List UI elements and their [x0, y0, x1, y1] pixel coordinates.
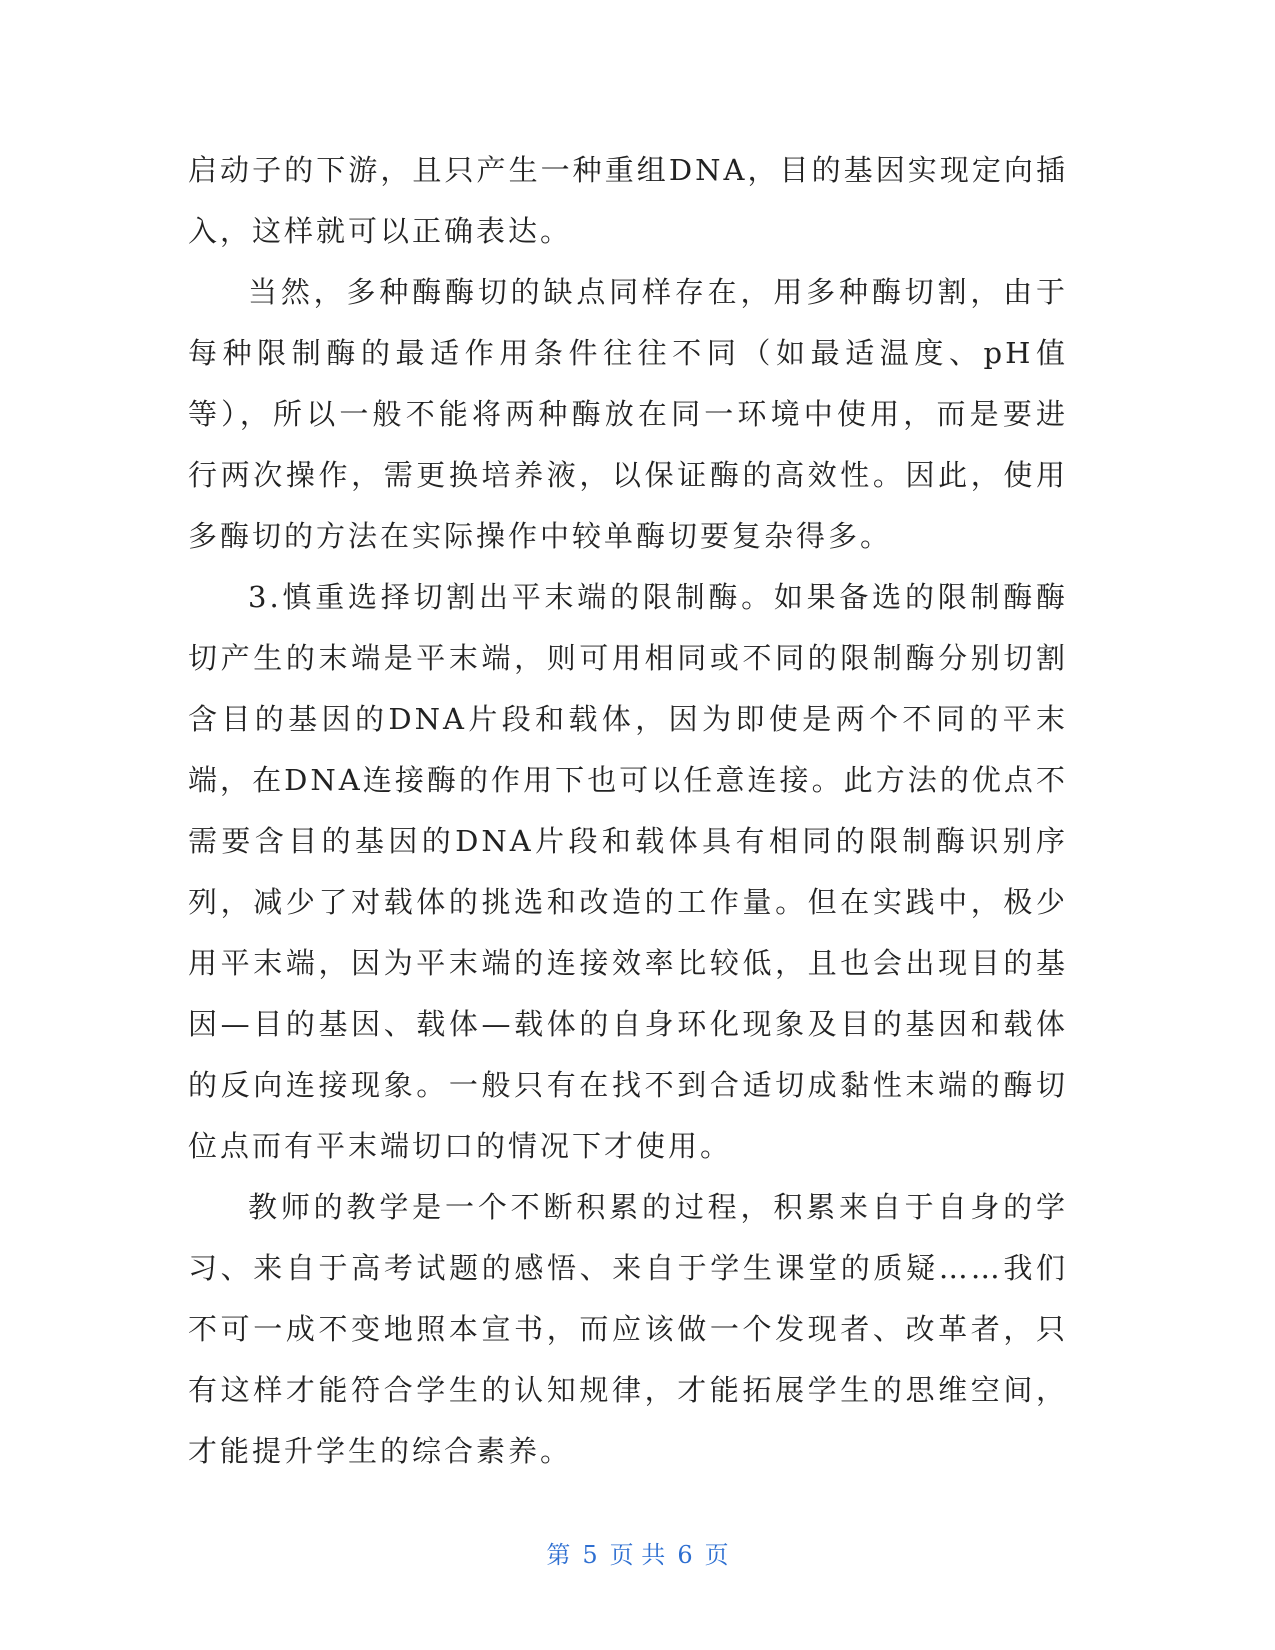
- footer-total-pages: 6: [677, 1541, 693, 1569]
- footer-prefix: 第: [546, 1541, 571, 1569]
- footer-current-page: 5: [582, 1541, 598, 1569]
- paragraph-1: 启动子的下游，且只产生一种重组DNA，目的基因实现定向插入，这样就可以正确表达。: [188, 153, 1068, 248]
- paragraph-3: 3.慎重选择切割出平末端的限制酶。如果备选的限制酶酶切产生的末端是平末端，则可用相同或不同的限制酶分别切割含目的基因的DNA片段和载体，因为即使是两个不同的平末端，在DNA连接酶的作用下也可以任意连接。此方法的优点不需要含目的基因的DNA片段和载体具有相同的限制酶识别序列，减少了对载体的挑选和改造的工作量。但在实践中，极少用平末端，因为平末端的连接效率比较低，且也会出现目的基因—目的基因、载体—载体的自身环化现象及目的基因和载体的反向连接现象。一般只有在找不到合适切成黏性末端的酶切位点而有平末端切口的情况下才使用。: [188, 580, 1068, 1163]
- document-body: [188, 140, 1068, 1482]
- page-footer: [0, 1535, 1275, 1570]
- footer-suffix: 页: [704, 1541, 729, 1569]
- paragraph-4: 教师的教学是一个不断积累的过程，积累来自于自身的学习、来自于高考试题的感悟、来自于学生课堂的质疑……我们不可一成不变地照本宣书，而应该做一个发现者、改革者，只有这样才能符合学生的认知规律，才能拓展学生的思维空间，才能提升学生的综合素养。: [188, 1190, 1068, 1468]
- footer-middle: 页 共: [609, 1541, 666, 1569]
- paragraph-2: 当然，多种酶酶切的缺点同样存在，用多种酶切割，由于每种限制酶的最适作用条件往往不同（如最适温度、pH值等），所以一般不能将两种酶放在同一环境中使用，而是要进行两次操作，需更换培养液，以保证酶的高效性。因此，使用多酶切的方法在实际操作中较单酶切要复杂得多。: [188, 275, 1068, 553]
